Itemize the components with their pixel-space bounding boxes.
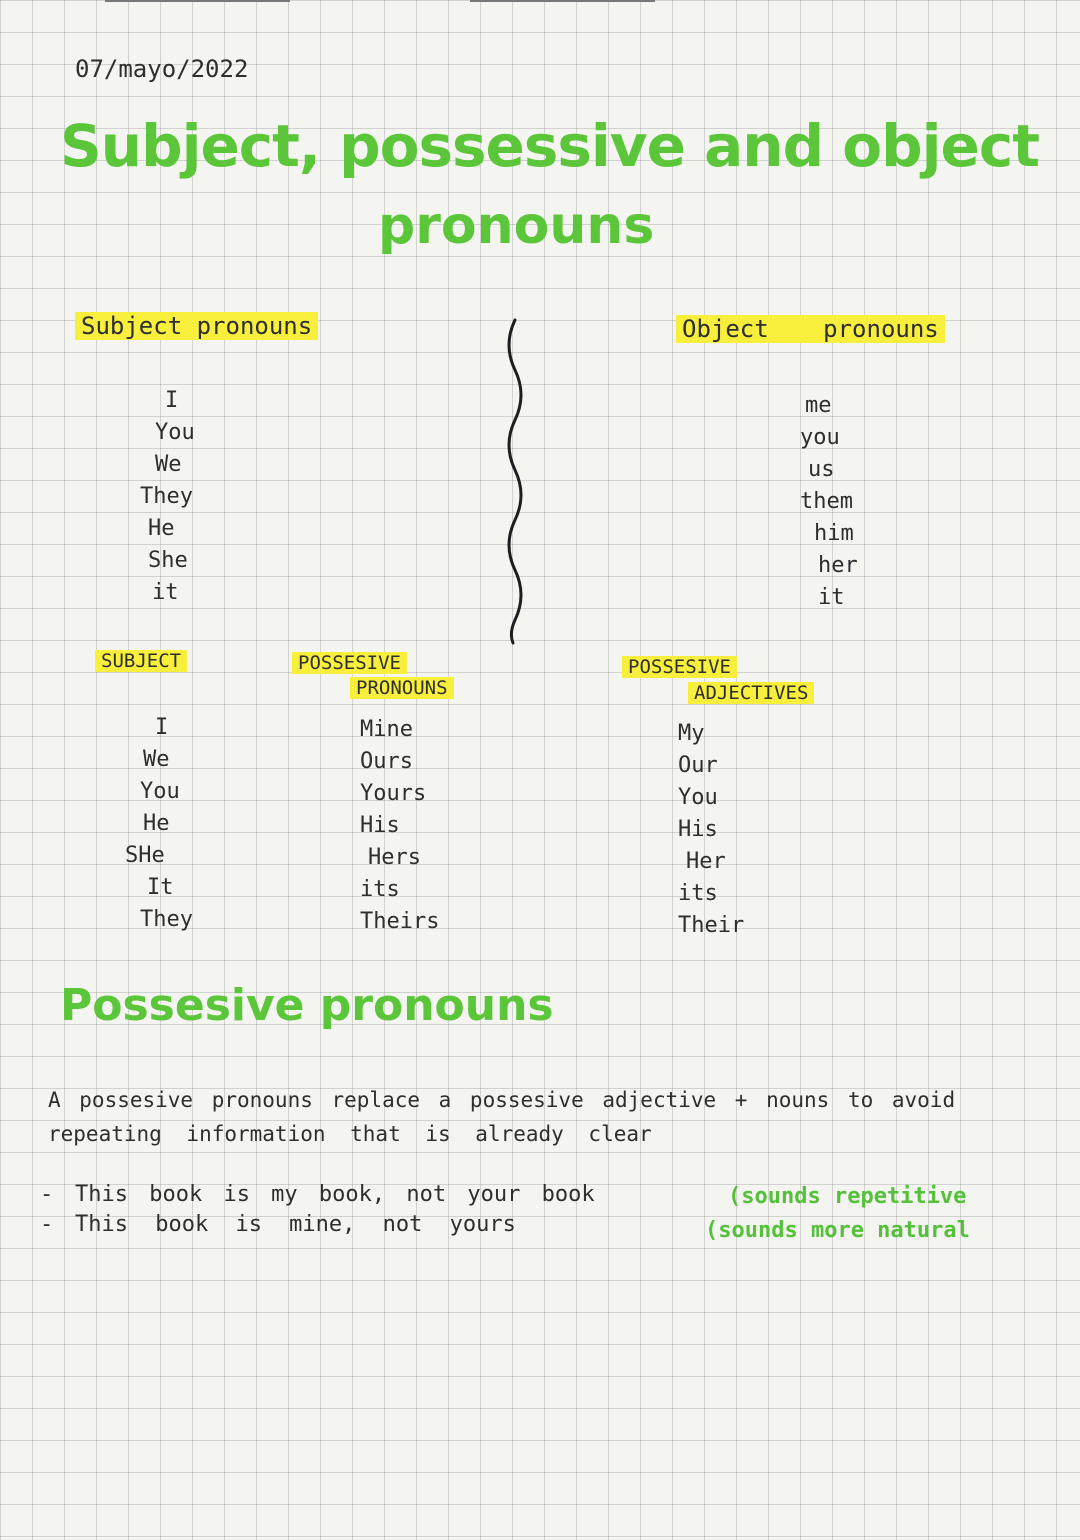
list-item: him <box>814 521 854 546</box>
list-item: They <box>140 484 193 509</box>
section-heading: Possesive pronouns <box>60 980 554 1031</box>
top-rule-left <box>105 0 290 2</box>
list-item: I <box>165 388 179 413</box>
example-sentence-2: This book is mine, not yours <box>75 1212 516 1237</box>
top-rule-right <box>470 0 655 2</box>
example-dash-1: - <box>40 1182 54 1207</box>
list-item: His <box>678 817 718 842</box>
list-item: them <box>800 489 853 514</box>
list-item: My <box>678 721 705 746</box>
list-item: it <box>152 580 179 605</box>
list-item: Hers <box>368 845 421 870</box>
paragraph-line-1: A possesive pronouns replace a possesive adjective + nouns to avoid <box>48 1088 956 1112</box>
page-title-line2: pronouns <box>378 196 655 256</box>
list-item: Yours <box>360 781 427 806</box>
list-item: her <box>818 553 858 578</box>
list-item: Mine <box>360 717 413 742</box>
list-item: We <box>143 747 170 772</box>
list-item: its <box>360 877 400 902</box>
subject-pronouns-list <box>140 385 195 609</box>
list-item: me <box>805 393 832 418</box>
possesive-pronouns-heading-2: PRONOUNS <box>350 677 454 699</box>
possesive-pronouns-heading-1: POSSESIVE <box>292 652 407 674</box>
list-item: you <box>800 425 840 450</box>
object-pronouns-heading: Object pronouns <box>676 315 945 343</box>
list-item: We <box>155 452 182 477</box>
list-item: You <box>155 420 195 445</box>
list-item: His <box>360 813 400 838</box>
paragraph-line-2: repeating information that is already clear <box>48 1122 652 1146</box>
list-item: SHe <box>125 843 165 868</box>
list-item: He <box>143 811 170 836</box>
date: 07/mayo/2022 <box>75 55 249 83</box>
possesive-adjectives-heading-2: ADJECTIVES <box>688 682 814 704</box>
list-item: You <box>678 785 718 810</box>
list-item: us <box>808 457 835 482</box>
example-dash-2: - <box>40 1212 54 1237</box>
object-pronouns-list <box>800 390 858 614</box>
possesive-pronouns-list <box>360 714 439 938</box>
list-item: Ours <box>360 749 413 774</box>
list-item: Our <box>678 753 718 778</box>
page-title-line1: Subject, possessive and object <box>60 112 1039 180</box>
subject-list <box>125 712 193 936</box>
subject-heading: SUBJECT <box>95 650 187 672</box>
subject-pronouns-heading: Subject pronouns <box>75 312 318 340</box>
list-item: I <box>155 715 169 740</box>
list-item: Her <box>686 849 726 874</box>
list-item: They <box>140 907 193 932</box>
example-note-1: (sounds repetitive <box>728 1184 967 1209</box>
list-item: Theirs <box>360 909 440 934</box>
list-item: It <box>147 875 174 900</box>
example-note-2: (sounds more natural <box>705 1218 970 1243</box>
wavy-divider <box>495 315 535 645</box>
list-item: He <box>148 516 175 541</box>
list-item: You <box>140 779 180 804</box>
list-item: She <box>148 548 188 573</box>
list-item: its <box>678 881 718 906</box>
list-item: Their <box>678 913 745 938</box>
possesive-adjectives-list <box>678 718 744 942</box>
list-item: it <box>818 585 845 610</box>
example-sentence-1: This book is my book, not your book <box>75 1182 595 1207</box>
possesive-adjectives-heading-1: POSSESIVE <box>622 656 737 678</box>
